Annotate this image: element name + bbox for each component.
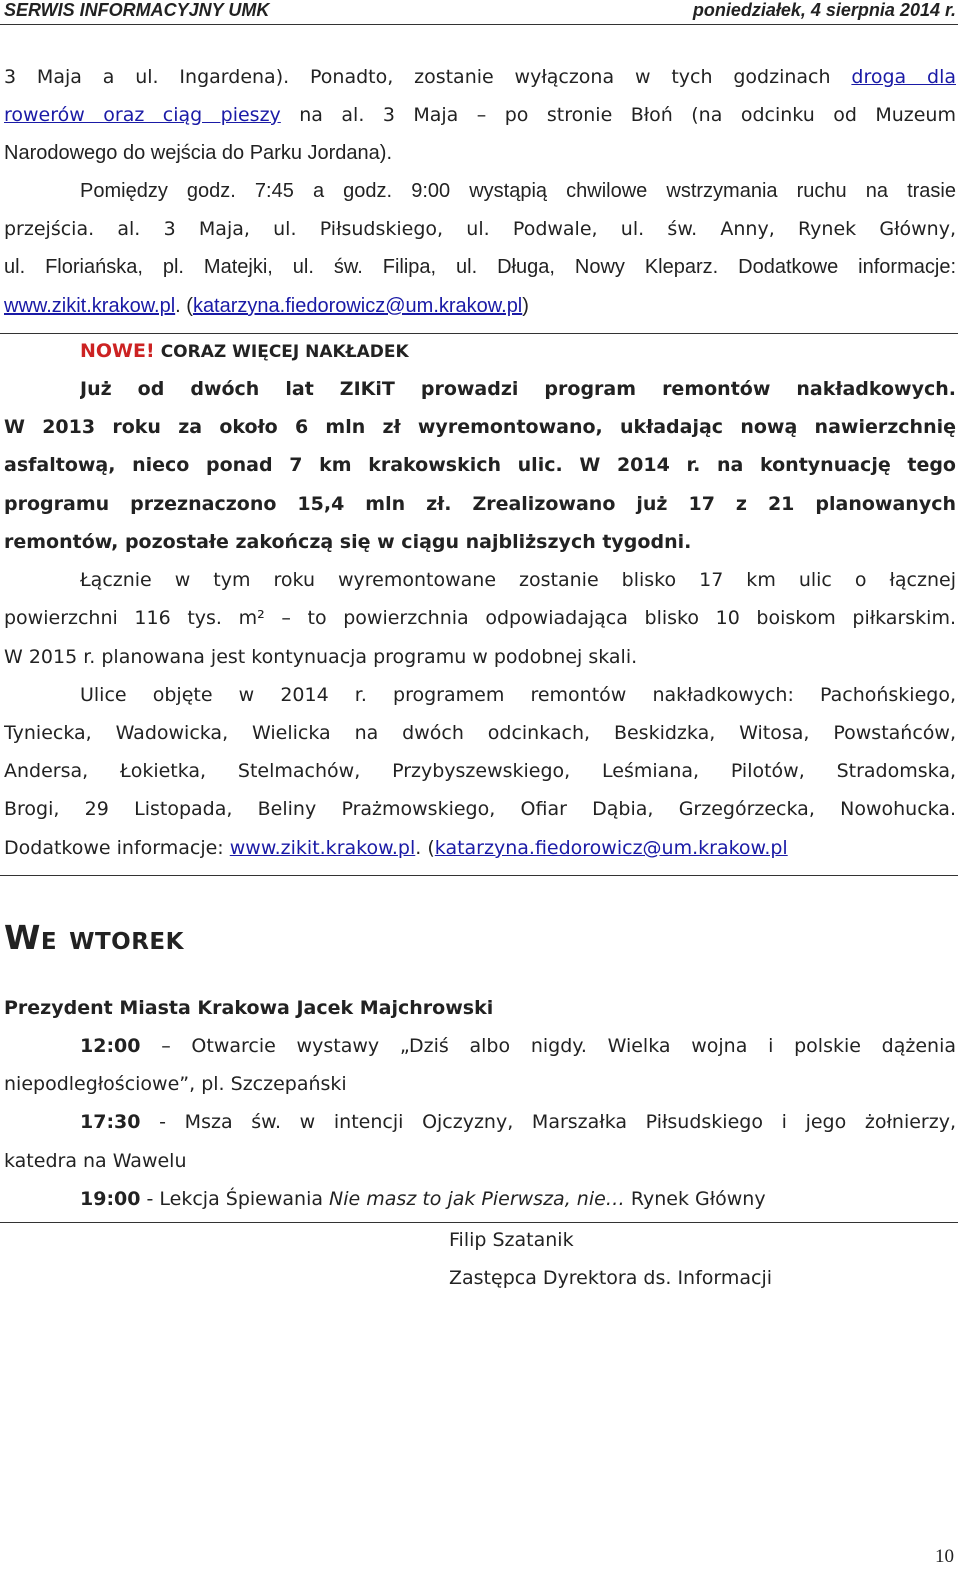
link-zikit[interactable]: www.zikit.krakow.pl — [4, 295, 176, 317]
header-rule — [0, 24, 958, 25]
text-line: 3 Maja a ul. Ingardena). Ponadto, zostanie wyłączona w tych godzinach droga dla — [4, 66, 956, 88]
text-line: Ulice objęte w 2014 r. programem remontów nakładkowych: Pachońskiego, — [80, 684, 956, 706]
text-line: Pomiędzy godz. 7:45 a godz. 9:00 wystąpią chwilowe wstrzymania ruchu na trasie — [80, 180, 956, 202]
event-line-cont: niepodległościowe”, pl. Szczepański — [4, 1073, 347, 1095]
event-title-italic: Nie masz to jak Pierwsza, nie… — [329, 1188, 625, 1210]
text-line: powierzchni 116 tys. m² – to powierzchnia odpowiadająca blisko 10 boiskom piłkarskim. — [4, 607, 956, 629]
header-date: poniedziałek, 4 sierpnia 2014 r. — [692, 0, 956, 20]
news-badge: NOWE! — [80, 340, 155, 362]
signature-role: Zastępca Dyrektora ds. Informacji — [449, 1267, 773, 1289]
text-line: ul. Floriańska, pl. Matejki, ul. św. Filipa, ul. Długa, Nowy Kleparz. Dodatkowe informacje: — [4, 256, 956, 278]
text-line: rowerów oraz ciąg pieszy na al. 3 Maja – po stronie Błoń (na odcinku od Muzeum — [4, 104, 956, 126]
signature-name: Filip Szatanik — [449, 1229, 574, 1251]
text-line: Dodatkowe informacje: www.zikit.krakow.pl. (katarzyna.fiedorowicz@um.krakow.pl — [4, 837, 788, 859]
bold-line: Już od dwóch lat ZIKiT prowadzi program remontów nakładkowych. — [80, 378, 956, 400]
bold-line: W 2013 roku za około 6 mln zł wyremontowano, układając nową nawierzchnię — [4, 416, 956, 438]
bold-line: programu przeznaczono 15,4 mln zł. Zrealizowano już 17 z 21 planowanych — [4, 493, 956, 515]
event-time: 12:00 — [80, 1035, 141, 1057]
bold-line: remontów, pozostałe zakończą się w ciągu najbliższych tygodni. — [4, 531, 692, 553]
link-email[interactable]: katarzyna.fiedorowicz@um.krakow.pl — [192, 295, 523, 317]
section-heading: We wtorek — [4, 918, 184, 957]
text-line: W 2015 r. planowana jest kontynuacja programu w podobnej skali. — [4, 646, 638, 668]
section-rule — [0, 333, 958, 334]
bold-line: asfaltową, nieco ponad 7 km krakowskich ulic. W 2014 r. na kontynuację tego — [4, 454, 956, 476]
event-line: 19:00 - Lekcja Śpiewania Nie masz to jak Pierwsza, nie… Rynek Główny — [80, 1188, 766, 1210]
link-email[interactable]: katarzyna.fiedorowicz@um.krakow.pl — [434, 837, 788, 859]
page-header — [0, 0, 960, 22]
page-number: 10 — [935, 1546, 954, 1567]
link-rowerow[interactable]: rowerów oraz ciąg pieszy — [4, 104, 281, 126]
news-heading — [80, 336, 956, 366]
text-line: Andersa, Łokietka, Stelmachów, Przybyszewskiego, Leśmiana, Pilotów, Stradomska, — [4, 760, 956, 782]
text-line: Łącznie w tym roku wyremontowane zostanie blisko 17 km ulic o łącznej — [80, 569, 956, 591]
event-line: 12:00 – Otwarcie wystawy „Dziś albo nigdy. Wielka wojna i polskie dążenia — [80, 1035, 956, 1057]
text-line: Tyniecka, Wadowicka, Wielicka na dwóch odcinkach, Beskidzka, Witosa, Powstańców, — [4, 722, 956, 744]
text-line: www.zikit.krakow.pl. (katarzyna.fiedorowicz@um.krakow.pl) — [4, 295, 529, 317]
link-droga[interactable]: droga dla — [851, 66, 956, 88]
event-time: 17:30 — [80, 1111, 141, 1133]
news-title: CORAZ WIĘCEJ NAKŁADEK — [160, 342, 409, 362]
section-rule — [0, 1222, 958, 1223]
text-line: Brogi, 29 Listopada, Beliny Prażmowskiego, Ofiar Dąbia, Grzegórzecka, Nowohucka. — [4, 798, 956, 820]
event-line: 17:30 - Msza św. w intencji Ojczyzny, Marszałka Piłsudskiego i jego żołnierzy, — [80, 1111, 956, 1133]
link-zikit[interactable]: www.zikit.krakow.pl — [229, 837, 416, 859]
section-rule — [0, 875, 958, 876]
person-name: Prezydent Miasta Krakowa Jacek Majchrowski — [4, 997, 494, 1019]
text-line: przejścia. al. 3 Maja, ul. Piłsudskiego, ul. Podwale, ul. św. Anny, Rynek Główny, — [4, 218, 956, 240]
text-line: Narodowego do wejścia do Parku Jordana). — [4, 142, 392, 164]
event-time: 19:00 — [80, 1188, 141, 1210]
header-title: SERWIS INFORMACYJNY UMK — [4, 0, 270, 20]
event-line-cont: katedra na Wawelu — [4, 1150, 187, 1172]
